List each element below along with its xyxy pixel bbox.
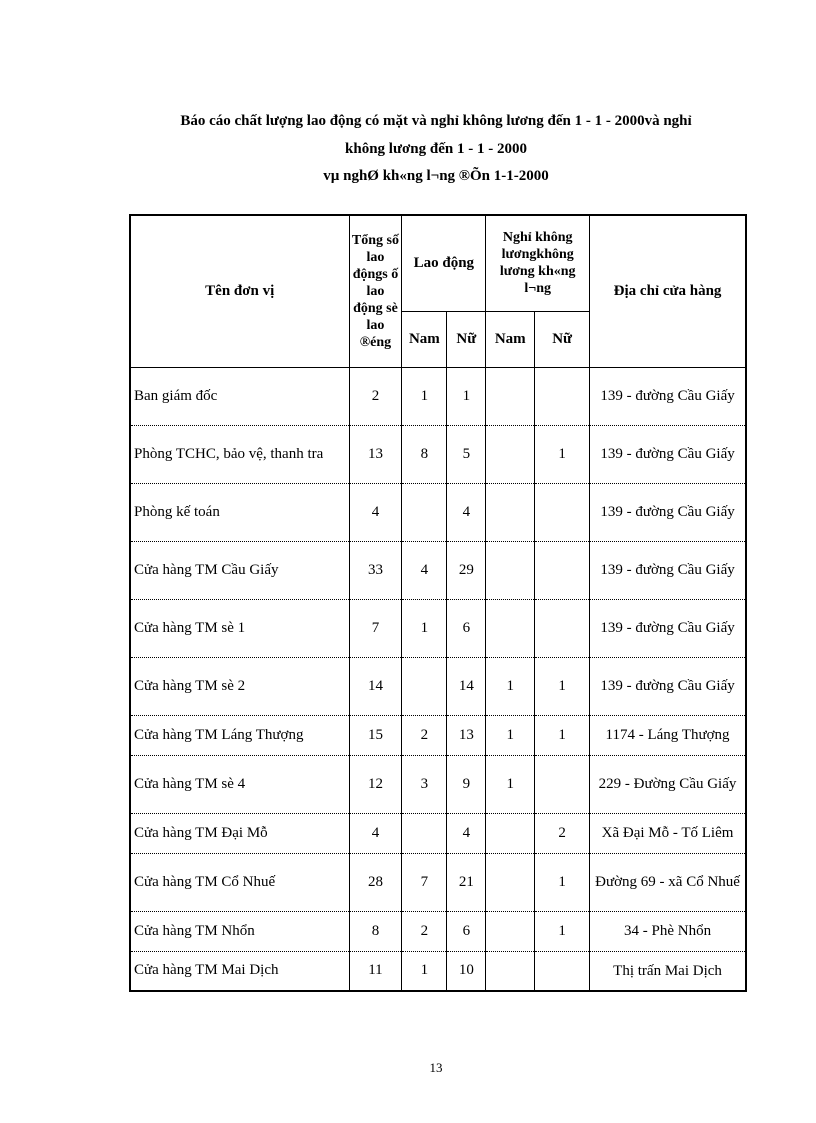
- table-row: [130, 813, 746, 853]
- address-cell: 139 - đường Cầu Giấy: [590, 599, 746, 657]
- address-cell: 229 - Đường Cầu Giấy: [590, 755, 746, 813]
- female-cell: 6: [447, 911, 486, 951]
- report-title-line-1: Báo cáo chất lượng lao động có mặt và nghỉ không lương đến 1 - 1 - 2000và nghỉ: [180, 113, 692, 129]
- leave-male-cell: 1: [486, 657, 535, 715]
- table-row: [130, 715, 746, 755]
- leave-male-cell: 1: [486, 715, 535, 755]
- female-cell: 6: [447, 599, 486, 657]
- male-cell: 7: [402, 853, 447, 911]
- leave-male-cell: 1: [486, 755, 535, 813]
- header-leave-male: Nam: [486, 311, 535, 367]
- leave-male-cell: [486, 911, 535, 951]
- address-cell: 139 - đường Cầu Giấy: [590, 657, 746, 715]
- unit-name-cell: Phòng TCHC, bảo vệ, thanh tra: [130, 425, 349, 483]
- unit-name-cell: Cửa hàng TM sè 4: [130, 755, 349, 813]
- address-cell: 139 - đường Cầu Giấy: [590, 425, 746, 483]
- unit-name-cell: Ban giám đốc: [130, 367, 349, 425]
- female-cell: 4: [447, 813, 486, 853]
- female-cell: 21: [447, 853, 486, 911]
- total-cell: 2: [349, 367, 402, 425]
- table-row: [130, 599, 746, 657]
- leave-male-cell: [486, 483, 535, 541]
- report-title-line-2: không lương đến 1 - 1 - 2000: [345, 141, 527, 157]
- female-cell: 14: [447, 657, 486, 715]
- leave-male-cell: [486, 853, 535, 911]
- leave-male-cell: [486, 367, 535, 425]
- male-cell: 2: [402, 715, 447, 755]
- total-cell: 8: [349, 911, 402, 951]
- leave-female-cell: [535, 541, 590, 599]
- table-row: [130, 541, 746, 599]
- total-cell: 4: [349, 813, 402, 853]
- table-row: [130, 657, 746, 715]
- header-leave-female: Nữ: [535, 311, 590, 367]
- unit-name-cell: Cửa hàng TM Cổ Nhuế: [130, 853, 349, 911]
- total-cell: 4: [349, 483, 402, 541]
- leave-female-cell: [535, 599, 590, 657]
- table-row: [130, 853, 746, 911]
- leave-female-cell: [535, 483, 590, 541]
- total-cell: 7: [349, 599, 402, 657]
- female-cell: 1: [447, 367, 486, 425]
- male-cell: [402, 813, 447, 853]
- address-cell: Thị trấn Mai Dịch: [590, 951, 746, 991]
- unit-name-cell: Cửa hàng TM Cầu Giấy: [130, 541, 349, 599]
- total-cell: 11: [349, 951, 402, 991]
- address-cell: Đường 69 - xã Cổ Nhuế: [590, 853, 746, 911]
- table-row: [130, 483, 746, 541]
- unit-name-cell: Cửa hàng TM sè 2: [130, 657, 349, 715]
- leave-female-cell: 1: [535, 911, 590, 951]
- leave-female-cell: 1: [535, 657, 590, 715]
- leave-male-cell: [486, 813, 535, 853]
- male-cell: [402, 657, 447, 715]
- female-cell: 13: [447, 715, 486, 755]
- address-cell: Xã Đại Mỗ - Tố Liêm: [590, 813, 746, 853]
- leave-female-cell: 1: [535, 425, 590, 483]
- address-cell: 139 - đường Cầu Giấy: [590, 367, 746, 425]
- report-title-line-3: vµ nghØ kh«ng l¬ng ®Õn 1-1-2000: [323, 168, 549, 184]
- male-cell: 3: [402, 755, 447, 813]
- male-cell: 8: [402, 425, 447, 483]
- leave-male-cell: [486, 541, 535, 599]
- unit-name-cell: Cửa hàng TM Láng Thượng: [130, 715, 349, 755]
- table-row: [130, 951, 746, 991]
- address-cell: 34 - Phè Nhổn: [590, 911, 746, 951]
- table-row: [130, 911, 746, 951]
- total-cell: 15: [349, 715, 402, 755]
- total-cell: 33: [349, 541, 402, 599]
- unit-name-cell: Cửa hàng TM Mai Dịch: [130, 951, 349, 991]
- page-number: 13: [429, 1060, 443, 1075]
- leave-female-cell: 1: [535, 715, 590, 755]
- leave-male-cell: [486, 599, 535, 657]
- total-cell: 12: [349, 755, 402, 813]
- unit-name-cell: Cửa hàng TM Đại Mỗ: [130, 813, 349, 853]
- table-row: [130, 367, 746, 425]
- header-total-labor: Tổng số lao độngs ố lao động sè lao ®éng: [349, 215, 402, 367]
- female-cell: 10: [447, 951, 486, 991]
- total-cell: 14: [349, 657, 402, 715]
- header-labor-male: Nam: [402, 311, 447, 367]
- female-cell: 9: [447, 755, 486, 813]
- address-cell: 139 - đường Cầu Giấy: [590, 541, 746, 599]
- male-cell: 1: [402, 367, 447, 425]
- leave-female-cell: 2: [535, 813, 590, 853]
- male-cell: [402, 483, 447, 541]
- unit-name-cell: Phòng kế toán: [130, 483, 349, 541]
- male-cell: 1: [402, 599, 447, 657]
- table-row: [130, 425, 746, 483]
- table-row: [130, 755, 746, 813]
- male-cell: 4: [402, 541, 447, 599]
- total-cell: 13: [349, 425, 402, 483]
- labor-report-table: [129, 214, 747, 992]
- header-labor-female: Nữ: [447, 311, 486, 367]
- unit-name-cell: Cửa hàng TM Nhổn: [130, 911, 349, 951]
- female-cell: 4: [447, 483, 486, 541]
- female-cell: 5: [447, 425, 486, 483]
- address-cell: 1174 - Láng Thượng: [590, 715, 746, 755]
- leave-female-cell: [535, 755, 590, 813]
- leave-female-cell: [535, 367, 590, 425]
- leave-female-cell: 1: [535, 853, 590, 911]
- header-unit-name: Tên đơn vị: [130, 215, 349, 367]
- header-unpaid-leave: Nghỉ không lươngkhông lương kh«ng l¬ng: [486, 215, 590, 311]
- male-cell: 1: [402, 951, 447, 991]
- total-cell: 28: [349, 853, 402, 911]
- leave-female-cell: [535, 951, 590, 991]
- unit-name-cell: Cửa hàng TM sè 1: [130, 599, 349, 657]
- header-labor: Lao động: [402, 215, 486, 311]
- leave-male-cell: [486, 425, 535, 483]
- male-cell: 2: [402, 911, 447, 951]
- female-cell: 29: [447, 541, 486, 599]
- leave-male-cell: [486, 951, 535, 991]
- header-address: Địa chỉ cửa hàng: [590, 215, 746, 367]
- header-row-1: [130, 215, 746, 311]
- address-cell: 139 - đường Cầu Giấy: [590, 483, 746, 541]
